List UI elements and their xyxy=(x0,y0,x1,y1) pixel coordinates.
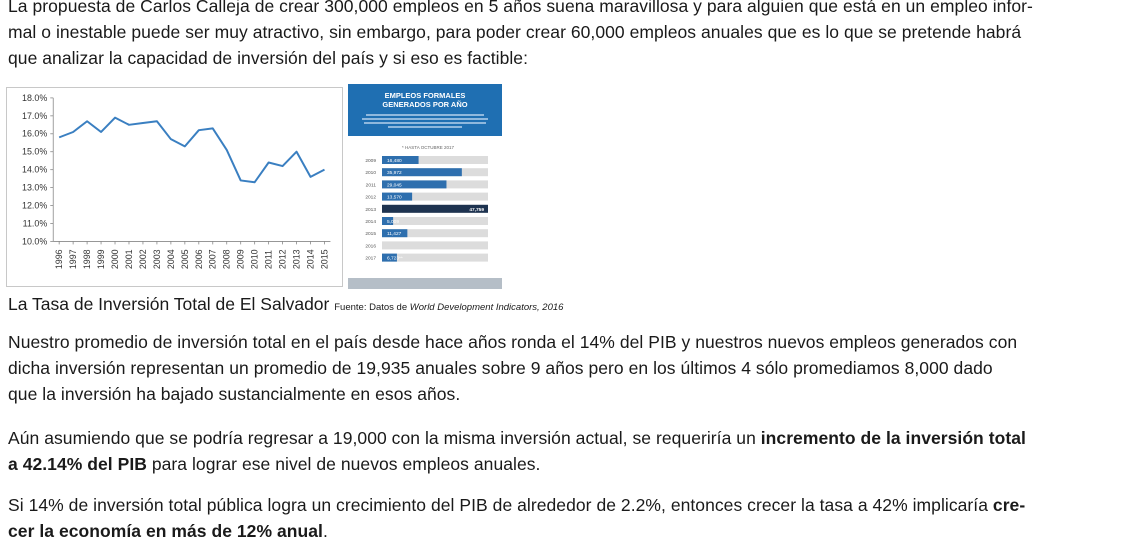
infographic-bars xyxy=(365,156,488,262)
required-investment-paragraph xyxy=(8,425,1136,477)
bar-year-label: 2013 xyxy=(365,207,376,213)
bar-value-label: 16,480 xyxy=(387,158,402,164)
x-tick-label: 1996 xyxy=(54,249,64,269)
x-tick-label: 2015 xyxy=(319,249,329,269)
x-tick-label: 1999 xyxy=(96,249,106,269)
x-tick-label: 2007 xyxy=(208,249,218,269)
x-tick-label: 1998 xyxy=(82,249,92,269)
y-tick-label: 14.0% xyxy=(22,165,47,175)
formal-jobs-infographic xyxy=(348,84,502,289)
x-tick-label: 2012 xyxy=(278,249,288,269)
x-tick-label: 2001 xyxy=(124,249,134,269)
bar-value-label: 29,045 xyxy=(387,182,402,188)
x-tick-label: 2009 xyxy=(236,249,246,269)
bar-year-label: 2011 xyxy=(366,182,377,188)
bar-value-label: 35,972 xyxy=(387,170,402,176)
x-tick-label: 2013 xyxy=(292,249,302,269)
caption-source xyxy=(334,302,563,313)
text-run: Aún asumiendo que se podría regresar a 19,000 con la misma inversión actual, se requeriría un xyxy=(8,428,761,448)
bold-text-run: cer la economía en más de 12% anual xyxy=(8,521,323,541)
bar-year-label: 2009 xyxy=(365,158,376,164)
x-tick-label: 2006 xyxy=(194,249,204,269)
bar-year-label: 2014 xyxy=(365,219,376,225)
text-line xyxy=(8,518,1136,544)
y-tick-label: 17.0% xyxy=(22,111,47,121)
x-tick-label: 2003 xyxy=(152,249,162,269)
y-tick-label: 11.0% xyxy=(23,218,48,228)
bar-track xyxy=(382,241,488,249)
bar-value-label: 6,723** xyxy=(387,256,403,262)
y-tick-label: 18.0% xyxy=(22,93,47,103)
x-tick-label: 2014 xyxy=(305,249,315,269)
bold-text-run: a 42.14% del PIB xyxy=(8,454,147,474)
text-line xyxy=(8,451,1136,477)
infographic-text-block xyxy=(364,122,486,124)
text-run: para lograr ese nivel de nuevos empleos anuales. xyxy=(147,454,541,474)
x-tick-label: 2011 xyxy=(264,250,274,269)
text-line xyxy=(8,425,1136,451)
text-run: Si 14% de inversión total pública logra un crecimiento del PIB de alrededor de 2.2%, entonces crecer la tasa a 42% implicaría xyxy=(8,495,993,515)
economic-growth-paragraph xyxy=(8,492,1136,544)
average-investment-paragraph xyxy=(8,329,1136,407)
x-tick-label: 2002 xyxy=(138,249,148,269)
source-prefix: Fuente: Datos de xyxy=(334,302,410,313)
infographic-title-line2: GENERADOS POR AÑO xyxy=(382,100,467,109)
bar-year-label: 2012 xyxy=(365,195,376,201)
text-line: mal o inestable puede ser muy atractivo, sin embargo, para poder crear 60,000 empleos anuales que es lo que se pretende habrá xyxy=(8,19,1136,45)
x-tick-label: 1997 xyxy=(68,249,78,269)
caption-text: La Tasa de Inversión Total de El Salvador xyxy=(8,294,329,314)
infographic-text-block xyxy=(366,114,484,116)
text-line: La propuesta de Carlos Calleja de crear 300,000 empleos en 5 años suena maravillosa y para alguien que está en un empleo infor- xyxy=(8,0,1136,19)
infographic-text-block xyxy=(388,126,462,128)
text-line: que analizar la capacidad de inversión del país y si eso es factible: xyxy=(8,45,1136,71)
text-line xyxy=(8,492,1136,518)
x-tick-label: 2010 xyxy=(250,249,260,269)
x-tick-label: 2004 xyxy=(166,249,176,269)
bold-text-run: cre- xyxy=(993,495,1025,515)
bar-value-label: 5,009 xyxy=(387,219,399,225)
text-line: dicha inversión representan un promedio de 19,935 anuales sobre 9 años pero en los últimos 4 sólo promediamos 8,000 dado xyxy=(8,355,1136,381)
source-name: World Development Indicators, 2016 xyxy=(410,302,564,313)
y-tick-label: 15.0% xyxy=(22,147,47,157)
investment-rate-line-chart xyxy=(6,87,343,287)
y-tick-label: 12.0% xyxy=(22,201,47,211)
x-tick-label: 2005 xyxy=(180,249,190,269)
bar-year-label: 2010 xyxy=(365,170,376,176)
bar-value-label: 13,570 xyxy=(387,195,402,201)
bold-text-run: incremento de la inversión total xyxy=(761,428,1026,448)
infographic-title-line1: EMPLEOS FORMALES xyxy=(385,91,466,100)
y-tick-label: 10.0% xyxy=(22,236,47,246)
bar-value-label: 11,427 xyxy=(387,231,402,237)
x-tick-label: 2008 xyxy=(222,249,232,269)
bar-value-label: 47,759 xyxy=(469,207,484,213)
bar-year-label: 2016 xyxy=(365,243,376,249)
bar-year-label: 2017 xyxy=(365,256,376,262)
infographic-note: * HASTA OCTUBRE 2017 xyxy=(402,145,454,150)
bar-year-label: 2015 xyxy=(365,231,376,237)
investment-rate-series xyxy=(59,118,324,183)
figure-caption xyxy=(8,292,563,320)
intro-paragraph xyxy=(8,0,1136,71)
infographic-text-block xyxy=(362,118,488,120)
y-tick-label: 13.0% xyxy=(22,183,47,193)
text-line: que la inversión ha bajado sustancialmente en esos años. xyxy=(8,381,1136,407)
text-line: Nuestro promedio de inversión total en el país desde hace años ronda el 14% del PIB y nuestros nuevos empleos generados con xyxy=(8,329,1136,355)
text-run: . xyxy=(323,521,328,541)
y-tick-label: 16.0% xyxy=(22,129,47,139)
infographic-footer-bar xyxy=(348,278,502,289)
x-tick-label: 2000 xyxy=(110,249,120,269)
